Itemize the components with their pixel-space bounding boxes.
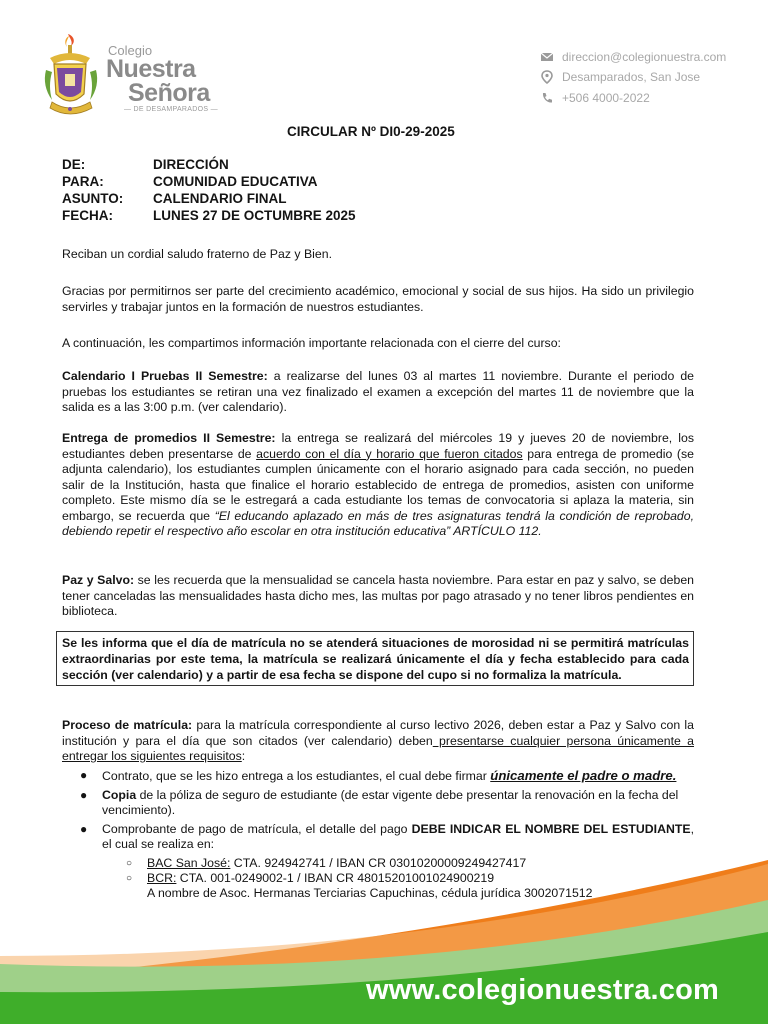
memo-row-asunto [62, 190, 356, 207]
circle-bullet-icon: ○ [126, 857, 133, 869]
memo-value: CALENDARIO FINAL [153, 191, 287, 206]
bullet-icon: ● [80, 787, 88, 802]
entrega-paragraph [62, 431, 694, 540]
contact-location-text: Desamparados, San Jose [562, 70, 701, 84]
requirement-text-2: , el cual se realiza en: [102, 821, 694, 851]
mail-icon [540, 50, 554, 64]
account-holder-id: 3002071512 [524, 885, 593, 900]
contact-phone[interactable] [540, 91, 755, 105]
proceso-text: para la matrícula correspondiente al curso lectivo 2026, deben estar a Paz y Salvo con la institución y para el día que son citados (ver calendario) deben [62, 718, 694, 748]
requirement-text: Comprobante de pago de matrícula, el detalle del pago [102, 821, 412, 836]
memo-value: COMUNIDAD EDUCATIVA [153, 174, 318, 189]
bank-detail: CTA. 001-0249002-1 / IBAN CR 48015201001024900219 [176, 870, 495, 885]
calendario-label: Calendario I Pruebas II Semestre: [62, 369, 268, 383]
intro-paragraph: A continuación, les compartimos información importante relacionada con el cierre del curso: [62, 336, 561, 350]
memo-key: ASUNTO: [62, 191, 124, 206]
pazsalvo-label: Paz y Salvo: [62, 573, 135, 587]
entrega-quote: “El educando aplazado en más de tres asignaturas tendrá la condición de reprobado, debiendo repetir el respectivo año escolar en otra institución educativa” ARTÍCULO 112. [62, 508, 695, 538]
location-pin-icon [540, 70, 554, 84]
list-item [80, 788, 694, 819]
logo-colegio-text: Colegio [108, 43, 153, 58]
memo-key: DE: [62, 157, 86, 172]
entrega-label: Entrega de promedios II Semestre: [62, 431, 276, 445]
logo-senora-text: Señora [128, 79, 210, 107]
list-item [80, 822, 694, 853]
list-item [80, 768, 694, 785]
memo-value: LUNES 27 DE OCTUMBRE 2025 [153, 208, 356, 223]
circular-title: CIRCULAR Nº DI0-29-2025 [287, 124, 455, 139]
requirement-bold: DEBE INDICAR EL NOMBRE DEL ESTUDIANTE [411, 821, 691, 836]
matricula-notice-box: Se les informa que el día de matrícula no se atenderá situaciones de morosidad ni se permitirá matrículas extraordinarias por este tema, la matrícula se realizará únicamente el día y fecha establecido para cada sección (ver calendario) y a partir de esa fecha se dispone del cupo si no formaliza la matrícula. [56, 631, 694, 686]
contact-email-text: direccion@colegionuestra.com [562, 50, 727, 64]
calendario-paragraph [62, 369, 694, 416]
memo-header [62, 156, 356, 224]
greeting-paragraph: Reciban un cordial saludo fraterno de Paz y Bien. [62, 247, 333, 261]
contact-phone-text: +506 4000-2022 [562, 91, 650, 105]
entrega-text-1: la entrega se realizará del miércoles 19 y jueves 20 de noviembre, los estudiantes deben presentarse de [62, 431, 694, 461]
contact-location [540, 70, 755, 84]
school-crest-logo [40, 30, 102, 122]
memo-row-de [62, 156, 356, 173]
entrega-underline: acuerdo con el día y horario que fueron citados [256, 446, 523, 461]
bank-detail: CTA. 924942741 / IBAN CR 03010200009249427417 [230, 855, 527, 870]
school-wordmark [106, 44, 256, 113]
proceso-underline: presentarse cualquier persona únicamente a entregar los siguientes requisitos [62, 733, 694, 763]
proceso-end: : [241, 749, 246, 763]
circle-bullet-icon: ○ [126, 872, 133, 884]
contact-email[interactable] [540, 50, 755, 64]
thanks-paragraph: Gracias por permitirnos ser parte del crecimiento académico, emocional y social de sus hijos. Ha sido un privilegio servirles y trabajar juntos en la formación de nuestros estudiantes. [62, 284, 694, 314]
memo-key: FECHA: [62, 208, 113, 223]
memo-row-fecha [62, 207, 356, 224]
account-holder-text: A nombre de Asoc. Hermanas Terciarias Capuchinas, cédula jurídica [147, 885, 525, 900]
requirement-emphasis: únicamente el padre o madre. [490, 768, 677, 783]
pazsalvo-paragraph [62, 573, 694, 620]
proceso-paragraph [62, 718, 694, 765]
entrega-text-2: para entrega de promedio (se adjunta calendario), los estudiantes cumplen únicamente con el horario asignado para cada sección, no pueden salir de la Institución, hasta que finalice el horario establecido de entrega de promedios, asisten con uniforme completo. Este mismo día se le estregará a cada estudiante los temas de convocatoria si aplaza la materia, sin embargo, se recuerda que [62, 446, 694, 523]
phone-icon [540, 91, 554, 105]
footer-website-link[interactable]: www.colegionuestra.com [366, 974, 720, 1006]
bullet-icon: ● [80, 821, 88, 836]
pazsalvo-text: se les recuerda que la mensualidad se cancela hasta noviembre. Para estar en paz y salvo, se deben tener canceladas las mensualidades hasta dicho mes, las multas por pago atrasado y no tener libros pendientes en biblioteca. [62, 573, 694, 618]
bullet-icon: ● [80, 768, 88, 782]
bank-name: BAC San José: [147, 855, 231, 870]
requirement-text: Contrato, que se les hizo entrega a los estudiantes, el cual debe firmar [102, 769, 491, 783]
calendario-text: a realizarse del lunes 03 al martes 11 noviembre. Durante el periodo de pruebas los estudiantes se retiran una vez finalizado el examen a excepción del martes 11 de noviembre que la salida es a las 3:00 p.m. (ver calendario). [62, 369, 694, 414]
logo-desamparados-text: — DE DESAMPARADOS — [124, 106, 218, 113]
memo-value: DIRECCIÓN [153, 157, 229, 172]
proceso-label: Proceso de matrícula: [62, 718, 193, 732]
requirement-bold: Copia [102, 787, 137, 802]
memo-key: PARA: [62, 174, 104, 189]
requirement-text: de la póliza de seguro de estudiante (de estar vigente debe presentar la renovación en la fecha del vencimiento). [102, 787, 679, 817]
memo-row-para [62, 173, 356, 190]
logo-nuestra-text: Nuestra [106, 55, 196, 83]
bank-name: BCR: [147, 870, 177, 885]
